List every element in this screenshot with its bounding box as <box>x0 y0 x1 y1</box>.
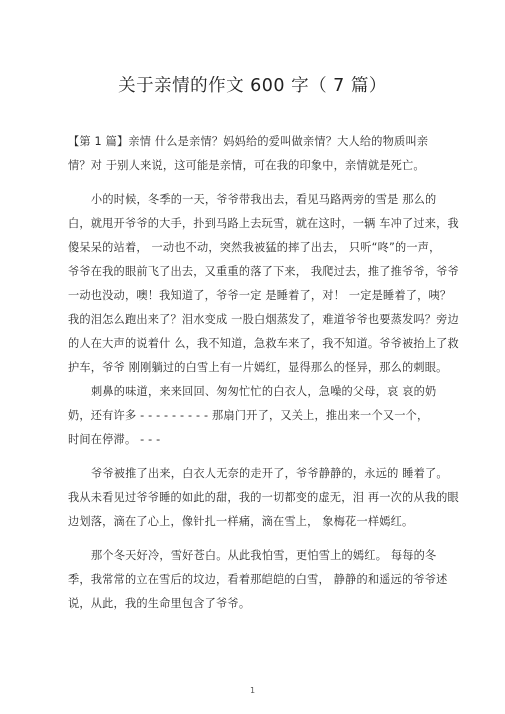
text-line: 我从未看见过爷爷睡的如此的甜，我的一切都变的虚无，泪 再一次的从我的眼 <box>68 491 459 504</box>
text-line: 一动也没动，噢！我知道了，爷爷一定 是睡着了，对！ 一定是睡着了，咦？ <box>68 289 452 302</box>
text-line: 刺鼻的味道，来来回回、匆匆忙忙的白衣人，急噪的父母，哀 哀的奶 <box>91 385 437 398</box>
text-line: 小的时候，冬季的一天，爷爷带我出去，看见马路两旁的雪是 那么的 <box>91 193 437 206</box>
page-number: 1 <box>249 686 256 695</box>
text-line: 那个冬天好冷，雪好苍白。从此我怕雪，更怕雪上的嫣红。 每每的冬 <box>91 549 437 562</box>
text-line: 的人在大声的说着什 么，我不知道，急救车来了，我不知道。爷爷被抬上了救 <box>68 337 459 350</box>
text-line: 我的泪怎么跑出来了？泪水变成 一股白烟蒸发了，难道爷爷也要蒸发吗？旁边 <box>68 313 459 326</box>
article-body <box>68 130 459 616</box>
text-line: 情？对 于别人来说，这可能是亲情，可在我的印象中，亲情就是死亡。 <box>68 159 425 172</box>
text-line: 奶，还有许多 - - - - - - - - - 那扇门开了，又关上，推出来一个又一个， <box>68 409 429 422</box>
text-line: 【第 1 篇】亲情 什么是亲情？妈妈给的爱叫做亲情？大人给的物质叫亲 <box>68 135 429 148</box>
text-line: 白，就甩开爷爷的大手，扑到马路上去玩雪，就在这时，一辆 车冲了过来，我 <box>68 217 459 230</box>
text-line: 边划落，滴在了心上，像针扎一样痛，滴在雪上， 象梅花一样嫣红。 <box>68 515 414 528</box>
text-line: 爷爷被推了出来，白衣人无奈的走开了，爷爷静静的，永远的 睡着了。 <box>91 467 448 480</box>
document-title: 关于亲情的作文 600 字（ 7 篇） <box>118 76 387 96</box>
text-line: 时间在停滞。 - - - <box>68 433 161 446</box>
text-line: 爷爷在我的眼前飞了出去，又重重的落了下来， 我爬过去，推了推爷爷，爷爷 <box>68 265 459 278</box>
text-line: 季，我常常的立在雪后的坟边，看着那皑皑的白雪， 静静的和遥远的爷爷述 <box>68 573 448 586</box>
text-line: 傻呆呆的站着， 一动也不动，突然我被猛的摔了出去， 只听“咚”的一声， <box>68 241 441 254</box>
text-line: 护车，爷爷 刚刚躺过的白雪上有一片嫣红，显得那么的怪异，那么的刺眼。 <box>68 361 448 374</box>
text-line: 说，从此，我的生命里包含了爷爷。 <box>68 597 251 610</box>
